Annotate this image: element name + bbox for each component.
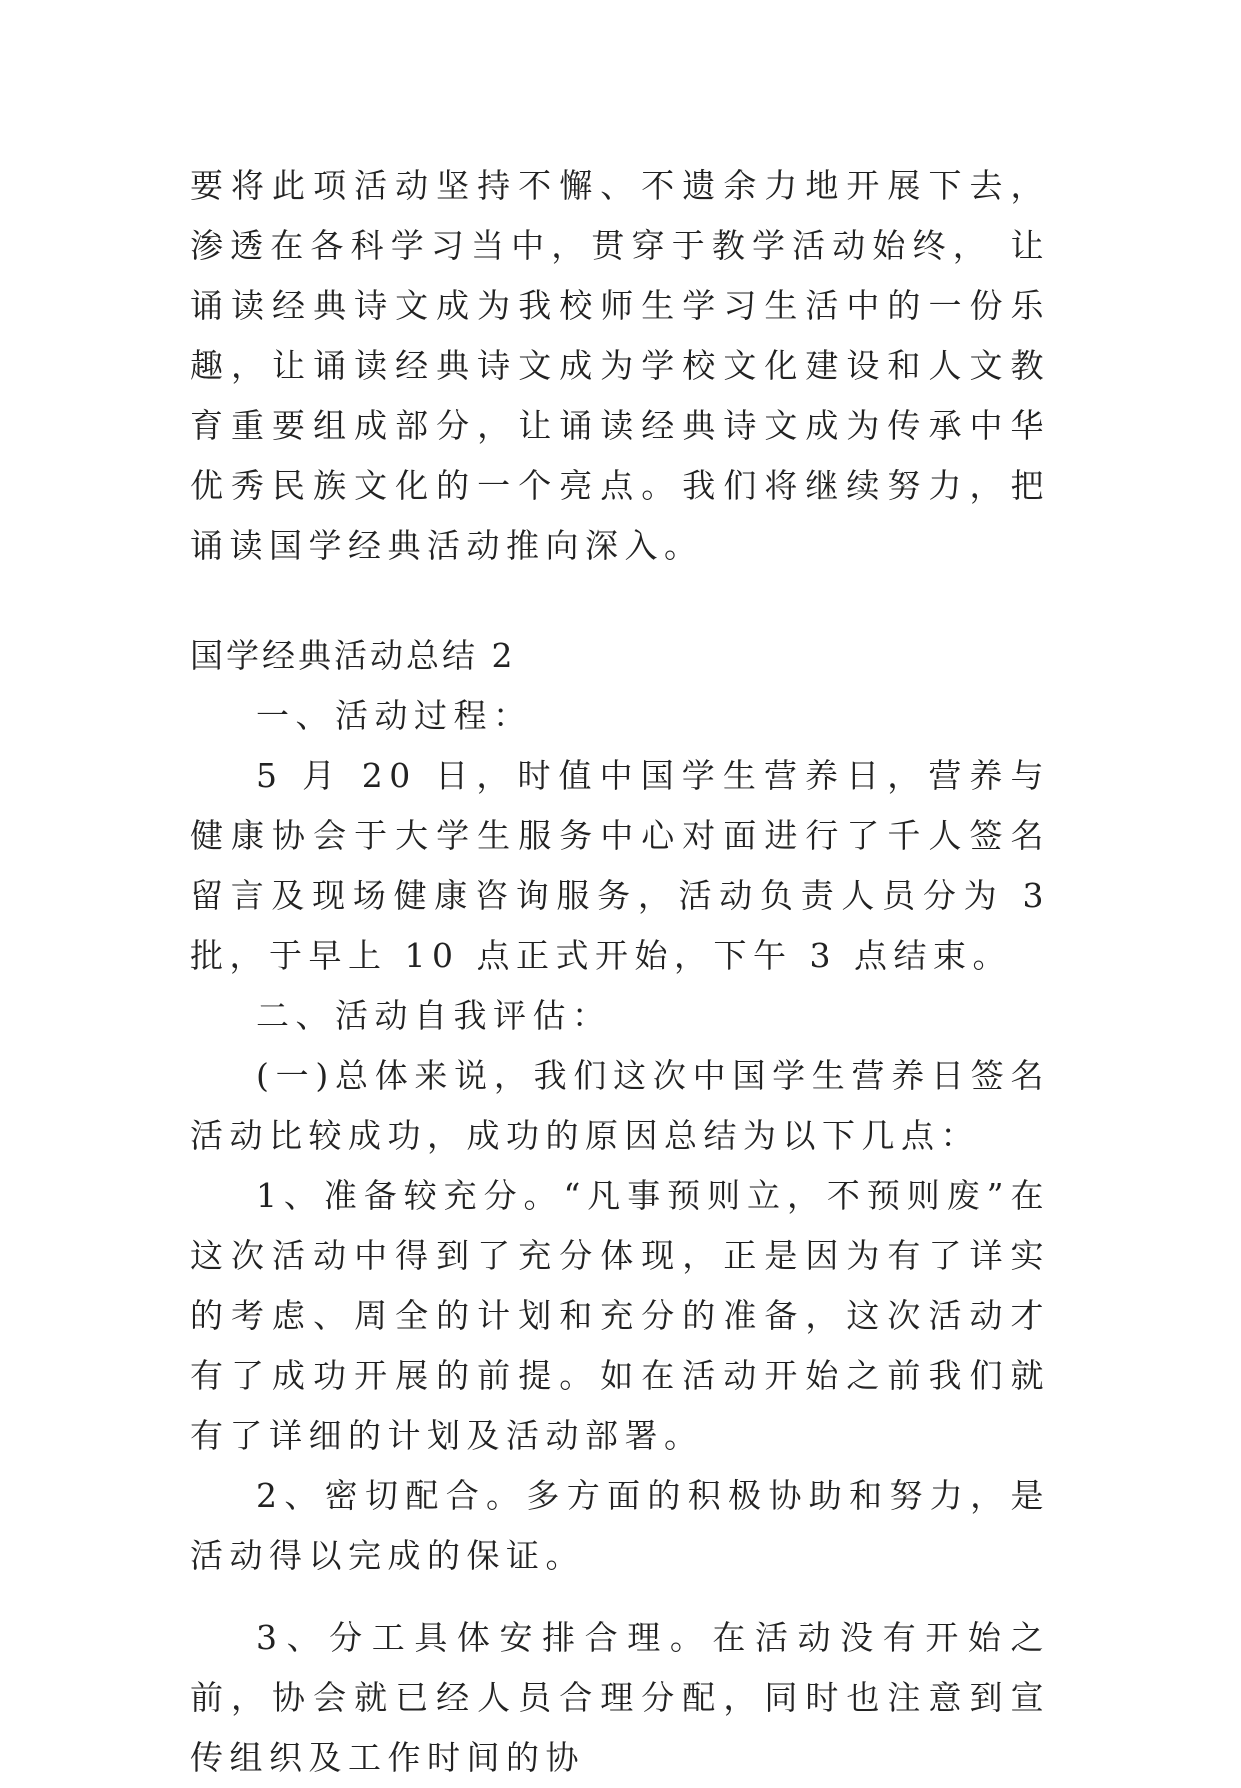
continuation-paragraph: 要将此项活动坚持不懈、不遗余力地开展下去，渗透在各科学习当中，贯穿于教学活动始终， 让诵读经典诗文成为我校师生学习生活中的一份乐趣，让诵读经典诗文成为学校文化建设和人文教育重要组成部分，让诵读经典诗文成为传承中华优秀民族文化的一个亮点。我们将继续努力，把诵读国学经典活动推向深入。: [190, 166, 1050, 565]
point-2-paragraph: 2、密切配合。多方面的积极协助和努力，是活动得以完成的保证。: [190, 1476, 1050, 1575]
evaluation-intro-paragraph: (一)总体来说，我们这次中国学生营养日签名活动比较成功，成功的原因总结为以下几点：: [190, 1056, 1050, 1155]
document-title: 国学经典活动总结 2: [190, 636, 516, 675]
section-heading-self-evaluation: 二、活动自我评估：: [256, 996, 612, 1035]
point-1-paragraph: 1、准备较充分。“凡事预则立，不预则废”在这次活动中得到了充分体现，正是因为有了详实的考虑、周全的计划和充分的准备，这次活动才有了成功开展的前提。如在活动开始之前我们就有了详细的计划及活动部署。: [190, 1176, 1050, 1455]
point-3-paragraph: 3、分工具体安排合理。在活动没有开始之前，协会就已经人员合理分配，同时也注意到宣传组织及工作时间的协: [190, 1618, 1050, 1777]
section-heading-process: 一、活动过程：: [256, 696, 533, 735]
document-body: [190, 156, 1050, 1788]
process-paragraph: 5 月 20 日，时值中国学生营养日，营养与健康协会于大学生服务中心对面进行了千人签名留言及现场健康咨询服务，活动负责人员分为 3 批，于早上 10 点正式开始，下午 3 点结束。: [190, 756, 1050, 975]
